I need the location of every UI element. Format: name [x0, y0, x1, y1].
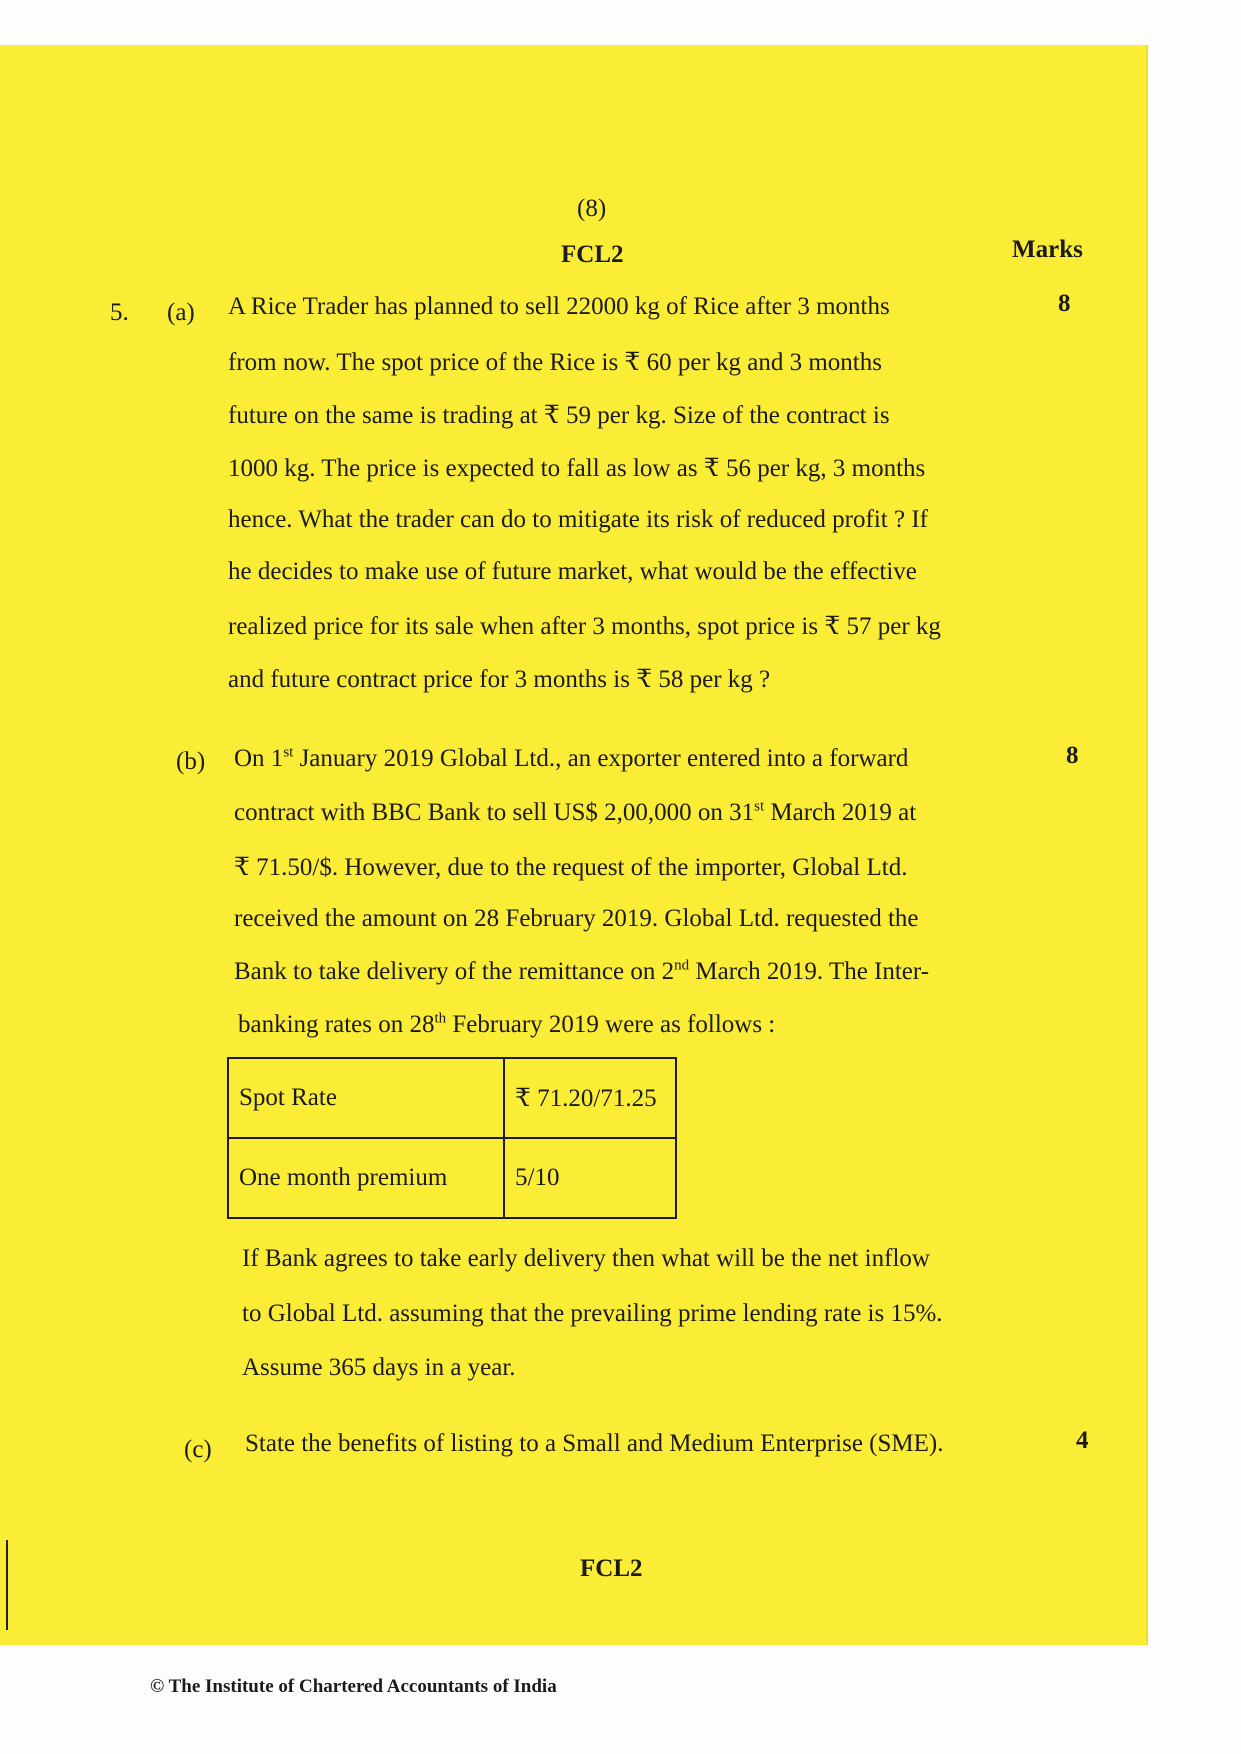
part-a-line: and future contract price for 3 months is ₹ 58 per kg ?: [228, 666, 771, 693]
part-b-line: banking rates on 28th February 2019 were as follows :: [238, 1010, 776, 1038]
part-b-after-line: to Global Ltd. assuming that the prevailing prime lending rate is 15%.: [242, 1300, 943, 1327]
copyright-notice: © The Institute of Chartered Accountants of India: [150, 1676, 557, 1697]
part-a-label: (a): [167, 299, 195, 326]
part-c-label: (c): [184, 1436, 212, 1463]
part-b-line: received the amount on 28 February 2019. Global Ltd. requested the: [234, 905, 919, 932]
table-cell-value: 5/10: [504, 1138, 676, 1218]
paper-code-footer: FCL2: [580, 1555, 643, 1582]
part-b-line: contract with BBC Bank to sell US$ 2,00,000 on 31st March 2019 at: [234, 798, 917, 826]
question-number: 5.: [110, 299, 129, 326]
part-b-line: Bank to take delivery of the remittance on 2nd March 2019. The Inter-: [234, 957, 930, 985]
part-a-line: from now. The spot price of the Rice is ₹ 60 per kg and 3 months: [228, 349, 882, 376]
part-a-marks: 8: [1058, 290, 1071, 317]
marks-heading: Marks: [1012, 236, 1083, 263]
part-b-label: (b): [176, 748, 206, 775]
part-a-line: he decides to make use of future market, what would be the effective: [228, 558, 917, 585]
part-a-line: 1000 kg. The price is expected to fall as low as ₹ 56 per kg, 3 months: [228, 455, 926, 482]
part-c-marks: 4: [1076, 1427, 1089, 1454]
part-a-line: A Rice Trader has planned to sell 22000 kg of Rice after 3 months: [228, 293, 890, 320]
answer-sheet: [0, 45, 1148, 1645]
part-c-text: State the benefits of listing to a Small and Medium Enterprise (SME).: [245, 1430, 944, 1457]
table-cell-label: Spot Rate: [228, 1058, 504, 1138]
part-a-line: future on the same is trading at ₹ 59 per kg. Size of the contract is: [228, 402, 890, 429]
part-b-line: On 1st January 2019 Global Ltd., an exporter entered into a forward: [234, 744, 909, 772]
scan-edge-line: [6, 1540, 8, 1630]
paper-code-header: FCL2: [561, 241, 624, 268]
part-a-line: realized price for its sale when after 3 months, spot price is ₹ 57 per kg: [228, 613, 941, 640]
table-cell-label: One month premium: [228, 1138, 504, 1218]
page-number: (8): [577, 195, 607, 222]
part-a-line: hence. What the trader can do to mitigate its risk of reduced profit ? If: [228, 506, 928, 533]
part-b-line: ₹ 71.50/$. However, due to the request of the importer, Global Ltd.: [234, 854, 908, 881]
interbank-rates-table: [227, 1057, 677, 1219]
part-b-marks: 8: [1066, 742, 1079, 769]
table-cell-value: ₹ 71.20/71.25: [504, 1058, 676, 1138]
part-b-after-line: If Bank agrees to take early delivery then what will be the net inflow: [242, 1245, 930, 1272]
part-b-after-line: Assume 365 days in a year.: [242, 1354, 516, 1381]
table-row: [228, 1138, 676, 1218]
table-row: [228, 1058, 676, 1138]
